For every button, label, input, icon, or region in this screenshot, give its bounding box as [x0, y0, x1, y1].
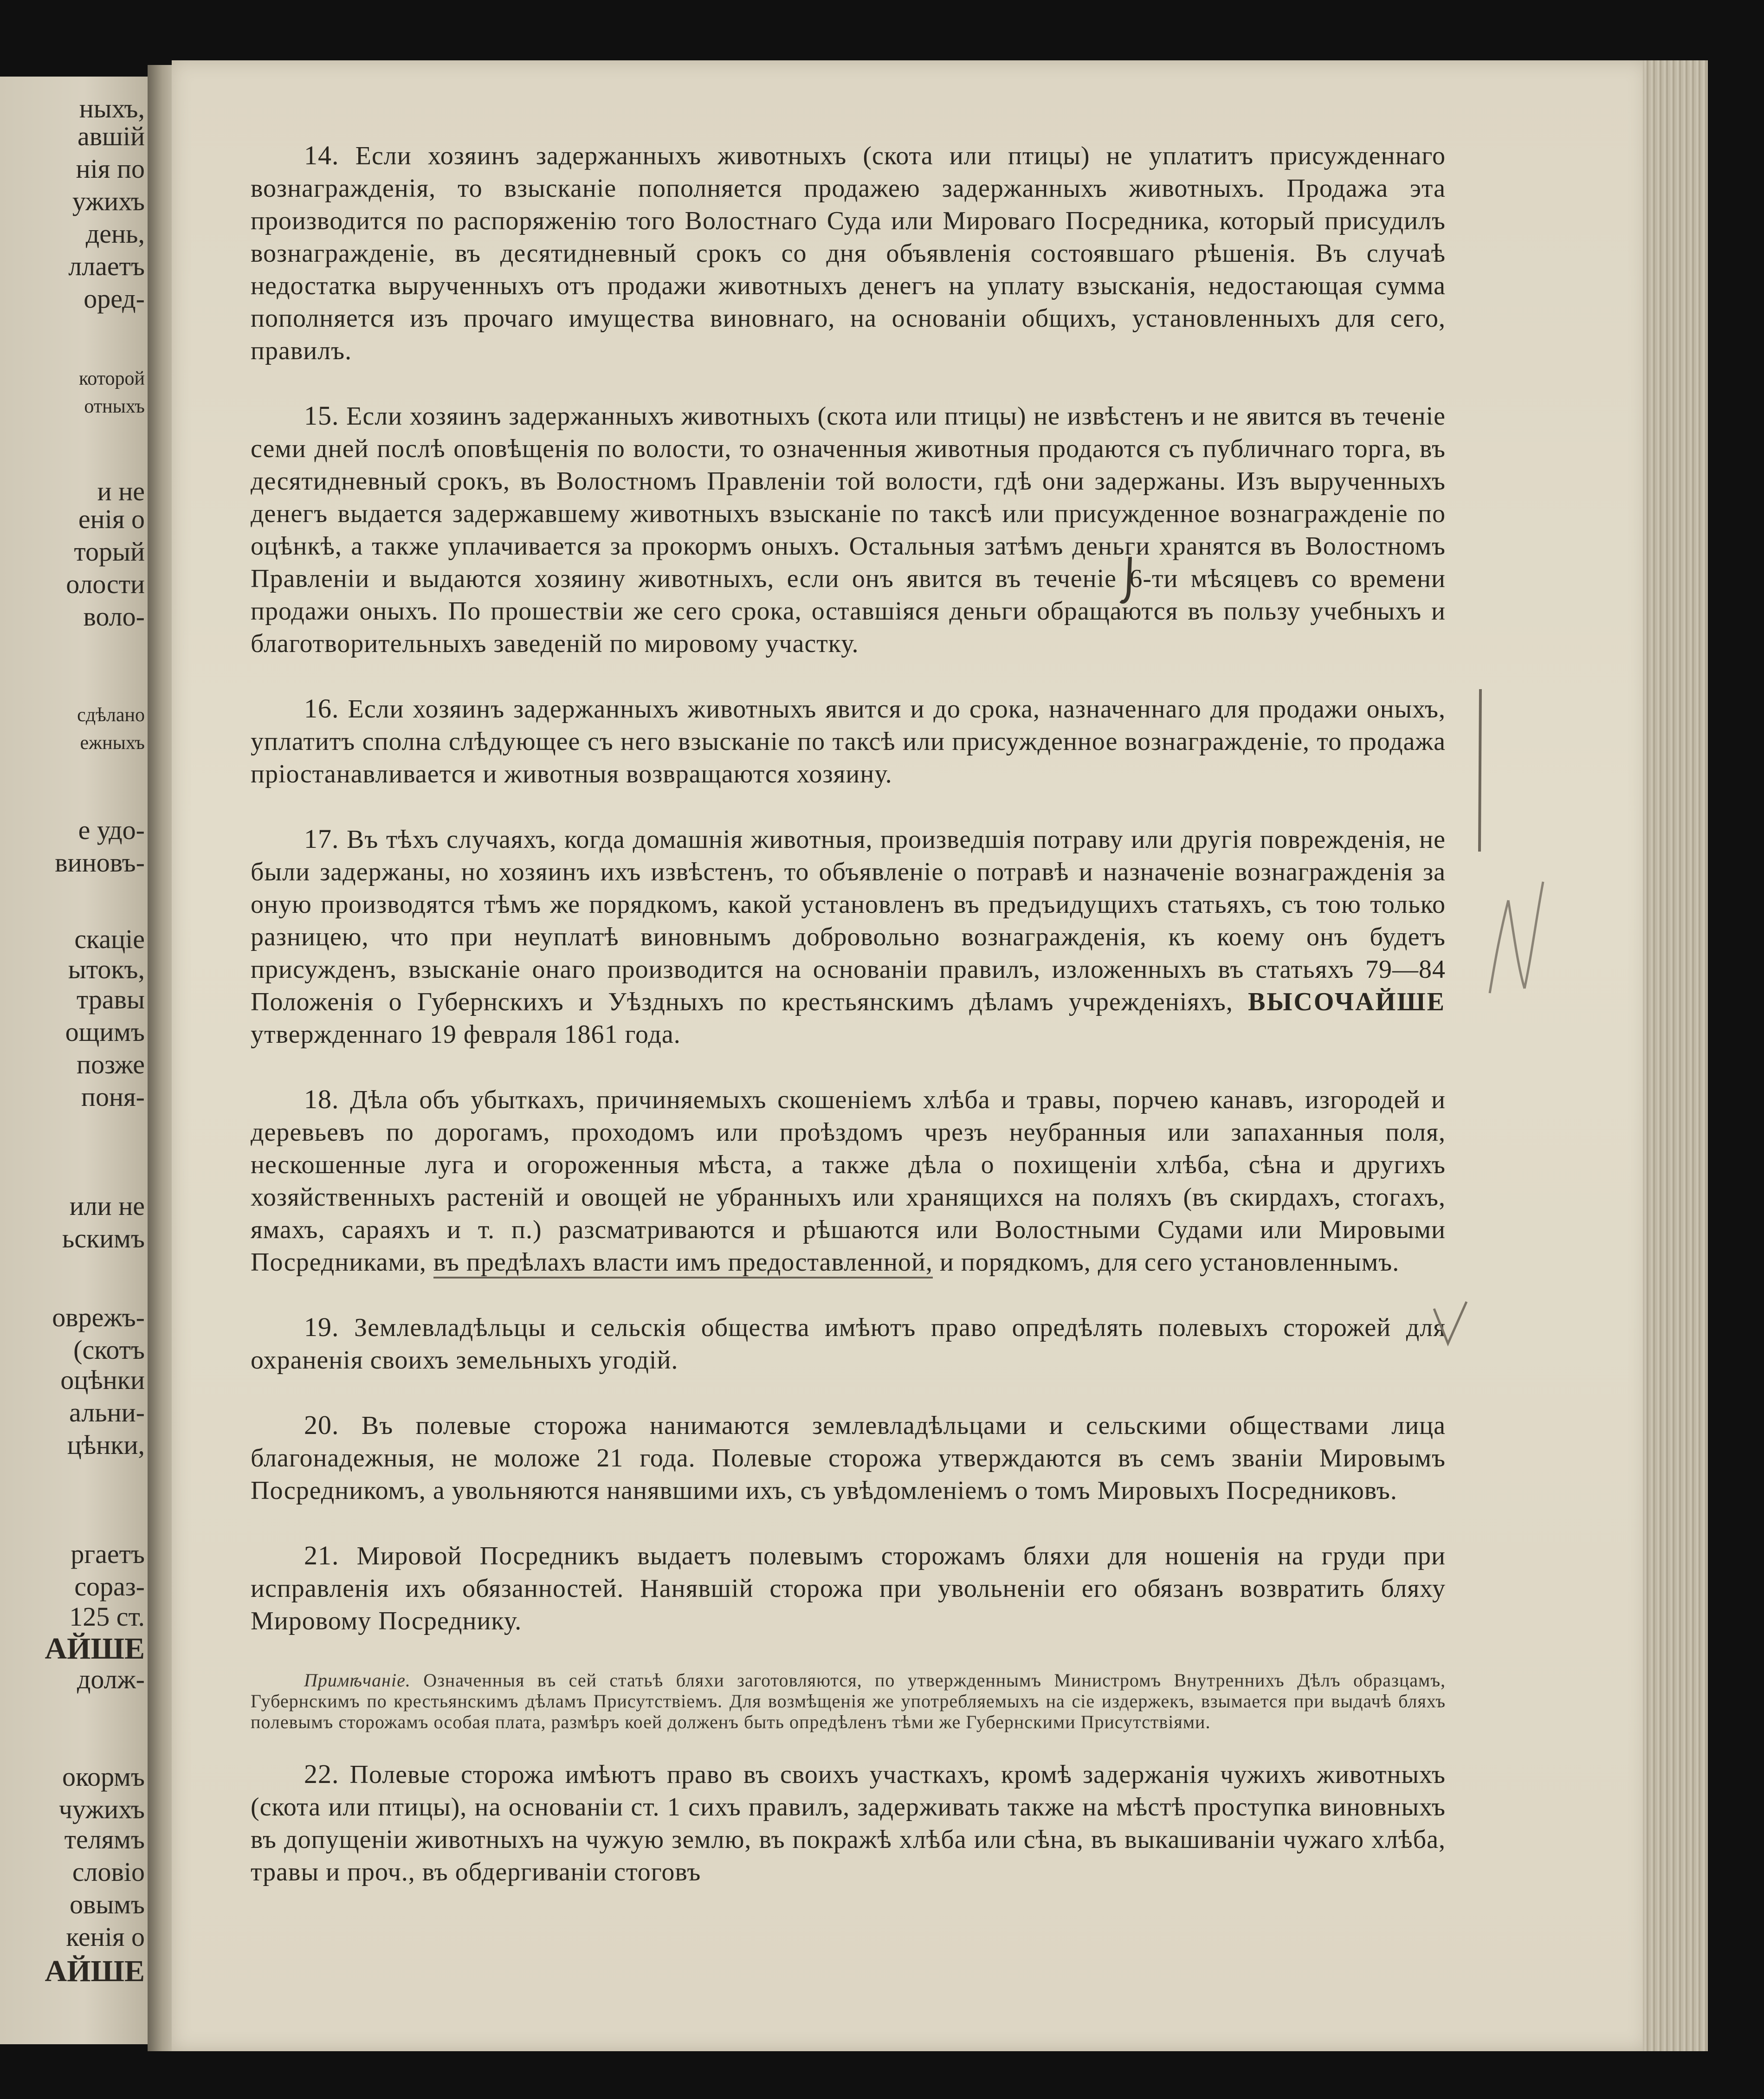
left-page-text-fragment: овымъ: [69, 1889, 145, 1919]
left-page-text-fragment: ужихъ: [72, 186, 145, 216]
left-page-text-fragment: чужихъ: [58, 1794, 145, 1824]
pencil-margin-bar: [1471, 687, 1490, 854]
pencil-margin-scribble: [1480, 872, 1550, 1002]
left-page-text-fragment: ныхъ,: [79, 93, 145, 123]
left-page-text-fragment: ытокъ,: [68, 954, 145, 984]
article-number: 14.: [304, 140, 339, 170]
left-page-text-fragment: енія о: [78, 504, 145, 534]
left-page-text-fragment: травы: [76, 984, 145, 1014]
article-number: 19.: [304, 1312, 339, 1342]
note-label: Примѣчаніе.: [304, 1670, 411, 1691]
left-page-text-fragment: АЙШЕ: [45, 1954, 145, 1988]
page-text: [251, 139, 1446, 1921]
footnote: [251, 1670, 1446, 1732]
left-page-text-fragment: долж-: [77, 1664, 145, 1694]
article-21: [251, 1539, 1446, 1637]
left-page-text-fragment: оврежъ-: [52, 1302, 145, 1332]
article-22: [251, 1758, 1446, 1888]
left-page-text-fragment: кенія о: [66, 1922, 145, 1952]
article-16: [251, 692, 1446, 790]
left-page-text-fragment: ргаетъ: [71, 1539, 145, 1569]
left-page-text-fragment: нія по: [76, 154, 145, 184]
left-page-text-fragment: или не: [69, 1191, 145, 1221]
left-page-text-fragment: телямъ: [64, 1824, 145, 1854]
emphasized-word: ВЫСОЧАЙШЕ: [1248, 988, 1446, 1016]
left-page-text-fragment: (скотъ: [73, 1335, 145, 1365]
left-page-fragment: [0, 77, 153, 2044]
article-15: [251, 400, 1446, 660]
left-page-text-fragment: оцѣнки: [60, 1365, 145, 1395]
left-page-text-fragment: отныхъ: [84, 396, 145, 417]
left-page-text-fragment: сораз-: [74, 1571, 145, 1602]
left-page-text-fragment: ежныхъ: [80, 732, 145, 754]
article-number: 17.: [304, 824, 339, 854]
note-text: Означенныя въ сей статьѣ бляхи заготовляются, по утвержденнымъ Министромъ Внутреннихъ Дѣлъ образцамъ, Губернскимъ по крестьянскимъ дѣламъ Присутствіемъ. Для возмѣщенія же употребляемыхъ на сіе издержекъ, взымается при выдачѣ бляхъ полевымъ сторожамъ особая плата, размѣръ коей долженъ быть опредѣленъ тѣми же Губернскими Присутствіями.: [251, 1670, 1446, 1732]
left-page-text-fragment: день,: [85, 219, 145, 249]
article-18: [251, 1083, 1446, 1279]
left-page-text-fragment: авшій: [78, 121, 145, 151]
pencil-underlined-text: въ предѣлахъ власти имъ предоставленной,: [433, 1248, 933, 1279]
left-page-text-fragment: поня-: [81, 1082, 145, 1112]
left-page-text-fragment: окормъ: [62, 1762, 145, 1792]
article-number: 18.: [304, 1084, 339, 1114]
article-number: 15.: [304, 400, 339, 431]
left-page-text-fragment: виновъ-: [55, 847, 145, 878]
article-17: [251, 823, 1446, 1051]
left-page-text-fragment: позже: [77, 1049, 145, 1079]
article-number: 16.: [304, 693, 339, 723]
pencil-tick-mark: [1429, 1299, 1471, 1350]
article-text: Если хозяинъ задержанныхъ животныхъ явится и до срока, назначеннаго для продажи оныхъ, уплатитъ сполна слѣдующее съ него взысканіе по таксѣ или присужденное вознагражденіе, то продажа пріостанавливается и животныя возвращаются хозяину.: [251, 695, 1446, 788]
article-text: Дѣла объ убыткахъ, причиняемыхъ скошеніемъ хлѣба и травы, порчею канавъ, изгородей и деревьевъ по дорогамъ, проходомъ или проѣздомъ чрезъ неубранныя или запаханныя поля, нескошенные луга и огороженныя мѣста, а также дѣла о похищеніи хлѣба, сѣна и другихъ хозяйственныхъ растеній и овощей не убранныхъ или хранящихся на поляхъ (въ скирдахъ, стогахъ, ямахъ, сараяхъ и т. п.) разсматриваются и рѣшаются или Волостными Судами или Мировыми Посредниками,: [251, 1085, 1446, 1277]
article-14: [251, 139, 1446, 367]
article-number: 21.: [304, 1540, 339, 1570]
article-text: Землевладѣльцы и сельскія общества имѣютъ право опредѣлять полевыхъ сторожей для охраненія своихъ земельныхъ угодій.: [251, 1313, 1446, 1375]
page-edges: [1643, 60, 1708, 2051]
left-page-text-fragment: воло-: [83, 601, 145, 632]
article-number: 20.: [304, 1410, 339, 1440]
left-page-text-fragment: скаціе: [74, 924, 145, 954]
left-page-text-fragment: словіо: [72, 1857, 145, 1887]
article-text: Если хозяинъ задержанныхъ животныхъ (скота или птицы) не извѣстенъ и не явится въ теченіе семи дней послѣ оповѣщенія по волости, то означенныя животныя продаются съ публичнаго торга, въ десятидневный срокъ, въ Волостномъ Правленіи той волости, гдѣ они задержаны. Изъ вырученныхъ денегъ выдается задержавшему животныхъ взысканіе по таксѣ или присужденное вознагражденіе по оцѣнкѣ, а также уплачивается за прокормъ оныхъ. Остальныя затѣмъ деньги хранятся въ Волостномъ Правленіи и выдаются хозяину животныхъ, если онъ явится въ теченіе 6-ти мѣсяцевъ со времени продажи оныхъ. По прошествіи же сего срока, оставшіяся деньги обращаются въ пользу учебныхъ и благотворительныхъ заведеній по мировому участку.: [251, 402, 1446, 658]
left-page-text-fragment: 125 ст.: [69, 1602, 145, 1632]
article-text-end: утвержденнаго 19 февраля 1861 года.: [251, 1020, 681, 1049]
left-page-text-fragment: торый: [74, 536, 145, 567]
left-page-text-fragment: ьскимъ: [62, 1223, 145, 1253]
left-page-text-fragment: альни-: [69, 1397, 145, 1427]
article-text: Если хозяинъ задержанныхъ животныхъ (скота или птицы) не уплатитъ присужденнаго вознагражденія, то взысканіе пополняется продажею задержанныхъ животныхъ. Продажа эта производится по распоряженію того Волостнаго Суда или Мироваго Посредника, который присудилъ вознагражденіе, въ десятидневный срокъ со дня объявленія состоявшаго рѣшенія. Въ случаѣ недостатка вырученныхъ отъ продажи животныхъ денегъ на уплату взысканія, недостающая сумма пополняется изъ прочаго имущества виновнаго, на основаніи общихъ, установленныхъ для сего, правилъ.: [251, 142, 1446, 365]
article-text: Мировой Посредникъ выдаетъ полевымъ сторожамъ бляхи для ношенія на груди при исправленія ихъ обязанностей. Нанявшій сторожа при увольненіи его обязанъ возвратить бляху Мировому Посреднику.: [251, 1542, 1446, 1635]
left-page-text-fragment: и не: [97, 476, 145, 506]
left-page-text-fragment: которой: [79, 368, 145, 389]
article-19: [251, 1311, 1446, 1376]
left-page-text-fragment: ллаетъ: [68, 251, 145, 281]
pencil-bracket-mark: [1118, 555, 1137, 606]
left-page-text-fragment: ощимъ: [65, 1017, 145, 1047]
article-number: 22.: [304, 1759, 339, 1789]
left-page-text-fragment: сдѣлано: [77, 704, 145, 726]
left-page-text-fragment: олости: [66, 569, 145, 599]
left-page-text-fragment: оред-: [84, 284, 145, 314]
article-text: Въ тѣхъ случаяхъ, когда домашнія животныя, произведшія потраву или другія поврежденія, не были задержаны, но хозяинъ ихъ извѣстенъ, то объявленіе о потравѣ и назначеніе вознагражденія за оную производятся тѣмъ же порядкомъ, какой установленъ въ предъидущихъ статьяхъ, съ тою только разницею, что при неуплатѣ виновнымъ добровольно вознагражденія, къ коему онъ будетъ присужденъ, взысканіе онаго производится на основаніи правилъ, изложенныхъ въ статьяхъ 79—84 Положенія о Губернскихъ и Уѣздныхъ по крестьянскимъ дѣламъ учрежденіяхъ,: [251, 825, 1446, 1016]
left-page-text-fragment: е удо-: [78, 815, 145, 845]
article-20: [251, 1409, 1446, 1507]
left-page-text-fragment: цѣнки,: [67, 1430, 145, 1460]
article-text: Полевые сторожа имѣютъ право въ своихъ участкахъ, кромѣ задержанія чужихъ животныхъ (скота или птицы), на основаніи ст. 1 сихъ правилъ, задерживать также на мѣстѣ проступка виновныхъ въ допущеніи животныхъ на чужую землю, въ покражѣ хлѣба или сѣна, въ выкашиваніи чужаго хлѣба, травы и проч., въ обдергиваніи стоговъ: [251, 1760, 1446, 1886]
left-page-text-fragment: АЙШЕ: [45, 1632, 145, 1666]
article-text: Въ полевые сторожа нанимаются землевладѣльцами и сельскими обществами лица благонадежныя, не моложе 21 года. Полевые сторожа утверждаются въ семъ званіи Мировымъ Посредникомъ, а увольняются нанявшими ихъ, съ увѣдомленіемъ о томъ Мировыхъ Посредниковъ.: [251, 1411, 1446, 1505]
article-text-end: и порядкомъ, для сего установленнымъ.: [939, 1248, 1400, 1277]
